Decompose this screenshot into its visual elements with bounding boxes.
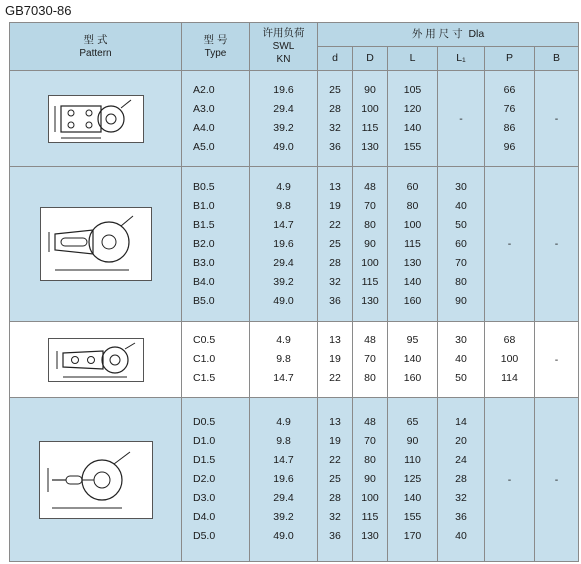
group-b-P-cell: - (485, 167, 535, 322)
group-a-d-cell (318, 71, 353, 167)
cell-d: 25 (329, 83, 341, 96)
cell-swl: 4.9 (276, 416, 291, 428)
group-c-d-cell (318, 322, 353, 398)
cell-L: 155 (403, 140, 422, 153)
cell-L1: 70 (455, 256, 467, 269)
cell-swl: 9.8 (276, 435, 291, 447)
cell-d: 28 (329, 102, 341, 115)
cell-d: 32 (329, 511, 341, 523)
cell-L1: 28 (455, 473, 467, 485)
cell-L: 125 (403, 473, 422, 485)
cell-L: 105 (403, 83, 422, 96)
cell-P: 86 (503, 121, 516, 134)
group-d-L-cell (388, 398, 438, 562)
cell-D: 115 (361, 275, 379, 288)
cell-type: D1.0 (193, 435, 216, 447)
header-dims (318, 23, 579, 47)
cell-D: 90 (364, 83, 376, 96)
cell-D: 115 (361, 511, 379, 523)
group-d-L1-cell (438, 398, 485, 562)
group-b-L-cell (388, 167, 438, 322)
cell-L: 140 (403, 353, 422, 365)
cell-L: 170 (403, 530, 422, 542)
header-type-en: Type (204, 47, 227, 59)
cell-type: C0.5 (193, 334, 216, 346)
group-a-P-cell (485, 71, 535, 167)
group-c-type-cell (182, 322, 250, 398)
cell-D: 70 (364, 199, 376, 212)
cell-L1: 40 (455, 530, 467, 542)
group-c (10, 322, 579, 398)
cell-swl: 9.8 (276, 199, 291, 212)
group-c-D-cell (353, 322, 388, 398)
group-d-D-cell (353, 398, 388, 562)
cell-d: 36 (329, 294, 341, 307)
cell-L1: 32 (455, 492, 467, 504)
cell-swl: 39.2 (273, 511, 294, 523)
cell-swl: 19.6 (273, 83, 294, 96)
cell-swl: 39.2 (273, 275, 294, 288)
group-c-swl-cell (250, 322, 318, 398)
cell-type: B1.0 (193, 199, 215, 212)
cell-type: D2.0 (193, 473, 216, 485)
group-b-L1-cell (438, 167, 485, 322)
cell-type: B1.5 (193, 218, 215, 231)
cell-L1: 24 (455, 454, 467, 466)
cell-L: 140 (403, 492, 422, 504)
group-b-D-cell (353, 167, 388, 322)
cell-type: D3.0 (193, 492, 216, 504)
cell-L: 110 (404, 454, 421, 466)
cell-swl: 9.8 (276, 353, 291, 365)
group-d-d-cell (318, 398, 353, 562)
cell-L1: 80 (455, 275, 467, 288)
group-a-B-cell: - (535, 71, 579, 167)
cell-P: 100 (500, 353, 519, 365)
cell-type: D1.5 (193, 454, 216, 466)
header-swl-unit: KN (276, 54, 291, 65)
group-b-d-cell (318, 167, 353, 322)
cell-D: 115 (361, 121, 379, 134)
cell-P: 68 (503, 334, 516, 346)
table-header (10, 23, 579, 71)
cell-type: A5.0 (193, 140, 215, 153)
cell-type: D4.0 (193, 511, 216, 523)
cell-L: 95 (406, 334, 419, 346)
header-dims-unit: Dla (468, 28, 485, 40)
cell-P: 114 (501, 372, 518, 384)
cell-d: 22 (329, 454, 341, 466)
header-col-L: L (388, 47, 438, 71)
cell-swl: 4.9 (276, 180, 291, 193)
plate-shackle-four-hole-drawing-icon (48, 95, 144, 143)
cell-d: 22 (329, 372, 341, 384)
cell-D: 100 (361, 492, 379, 504)
cell-d: 36 (329, 530, 341, 542)
group-d (10, 398, 579, 562)
group-c-P-cell (485, 322, 535, 398)
cell-d: 25 (329, 473, 341, 485)
ring-link-drawing-icon (39, 441, 153, 519)
cell-L1: 40 (455, 199, 467, 212)
header-pattern (10, 23, 182, 71)
spec-table (9, 22, 579, 562)
group-b-swl-cell (250, 167, 318, 322)
cell-L: 80 (406, 199, 419, 212)
cell-d: 22 (329, 218, 341, 231)
cell-P: 66 (503, 83, 516, 96)
cell-L: 65 (406, 416, 419, 428)
cell-D: 80 (364, 372, 376, 384)
group-d-B-cell: - (535, 398, 579, 562)
group-d-figure (10, 398, 182, 562)
cell-swl: 29.4 (273, 492, 294, 504)
header-col-L1: L₁ (438, 47, 485, 71)
group-b-type-cell (182, 167, 250, 322)
cell-swl: 49.0 (273, 140, 294, 153)
cell-type: A4.0 (193, 121, 215, 134)
group-c-L-cell (388, 322, 438, 398)
cell-d: 36 (329, 140, 341, 153)
cell-d: 32 (329, 121, 341, 134)
cell-swl: 19.6 (273, 237, 294, 250)
cell-L1: 30 (455, 180, 467, 193)
header-col-B: B (535, 47, 579, 71)
double-hole-plate-drawing-icon (48, 338, 144, 382)
cell-L1: 20 (455, 435, 467, 447)
cell-type: B4.0 (193, 275, 215, 288)
group-a-swl-cell (250, 71, 318, 167)
cell-D: 100 (361, 102, 379, 115)
cell-type: A3.0 (193, 102, 215, 115)
group-c-figure (10, 322, 182, 398)
cell-D: 48 (364, 416, 376, 428)
cell-L: 120 (403, 102, 422, 115)
group-b-figure (10, 167, 182, 322)
cell-d: 13 (329, 180, 341, 193)
cell-D: 130 (361, 530, 379, 542)
cell-type: A2.0 (193, 83, 215, 96)
group-d-swl-cell (250, 398, 318, 562)
cell-L: 130 (403, 256, 422, 269)
cell-swl: 19.6 (273, 473, 294, 485)
cell-swl: 14.7 (273, 454, 294, 466)
cell-L: 160 (403, 294, 422, 307)
cell-type: B2.0 (193, 237, 215, 250)
cell-L: 140 (403, 275, 422, 288)
group-b-B-cell: - (535, 167, 579, 322)
cell-D: 90 (364, 473, 376, 485)
cell-L: 100 (403, 218, 422, 231)
cell-L1: 50 (455, 218, 467, 231)
cell-D: 80 (364, 454, 376, 466)
cell-P: 76 (503, 102, 516, 115)
header-col-P: P (485, 47, 535, 71)
cell-d: 25 (329, 237, 341, 250)
header-col-d: d (318, 47, 353, 71)
cell-L1: 14 (455, 416, 467, 428)
header-swl (250, 23, 318, 71)
cell-L: 60 (406, 180, 419, 193)
cell-L: 155 (403, 511, 422, 523)
cell-d: 19 (329, 199, 341, 212)
cell-L1: 36 (455, 511, 467, 523)
cell-D: 70 (364, 435, 376, 447)
cell-type: B3.0 (193, 256, 215, 269)
group-a-type-cell (182, 71, 250, 167)
cell-type: B0.5 (193, 180, 215, 193)
cell-D: 70 (364, 353, 376, 365)
cell-swl: 4.9 (276, 334, 291, 346)
cell-type: B5.0 (193, 294, 215, 307)
cell-type: D0.5 (193, 416, 216, 428)
header-swl-en: SWL (272, 41, 295, 52)
cell-d: 13 (329, 334, 341, 346)
group-a-L-cell (388, 71, 438, 167)
document-title: GB7030-86 (5, 3, 72, 18)
group-b (10, 167, 579, 322)
slotted-plate-drawing-icon (40, 207, 152, 281)
cell-L: 140 (403, 121, 422, 134)
header-type (182, 23, 250, 71)
group-d-type-cell (182, 398, 250, 562)
cell-type: C1.0 (193, 353, 216, 365)
header-pattern-cn: 型 式 (83, 33, 108, 46)
group-a-D-cell (353, 71, 388, 167)
group-a (10, 71, 579, 167)
cell-swl: 29.4 (273, 102, 294, 115)
cell-d: 32 (329, 275, 341, 288)
header-pattern-en: Pattern (79, 47, 112, 59)
cell-D: 90 (364, 237, 376, 250)
cell-swl: 14.7 (273, 218, 294, 231)
header-swl-cn: 许用负荷 (262, 27, 305, 39)
group-c-B-cell: - (535, 322, 579, 398)
group-a-figure (10, 71, 182, 167)
header-dims-cn: 外 用 尺 寸 (411, 28, 463, 40)
cell-d: 28 (329, 256, 341, 269)
cell-D: 80 (364, 218, 376, 231)
cell-D: 100 (361, 256, 379, 269)
cell-d: 13 (329, 416, 341, 428)
group-d-P-cell: - (485, 398, 535, 562)
cell-L1: 40 (455, 353, 467, 365)
cell-L: 90 (406, 435, 419, 447)
cell-P: 96 (503, 140, 516, 153)
cell-swl: 14.7 (273, 372, 294, 384)
cell-D: 130 (361, 140, 379, 153)
group-a-L1-cell: - (438, 71, 485, 167)
cell-swl: 29.4 (273, 256, 294, 269)
cell-L1: 30 (455, 334, 467, 346)
cell-D: 48 (364, 334, 376, 346)
cell-L1: 90 (455, 294, 467, 307)
cell-d: 19 (329, 435, 341, 447)
header-col-D: D (353, 47, 388, 71)
cell-swl: 49.0 (273, 530, 294, 542)
cell-d: 19 (329, 353, 341, 365)
cell-swl: 49.0 (273, 294, 294, 307)
cell-type: D5.0 (193, 530, 216, 542)
cell-L1: 60 (455, 237, 467, 250)
group-c-L1-cell (438, 322, 485, 398)
cell-L: 115 (404, 237, 421, 250)
cell-d: 28 (329, 492, 341, 504)
cell-swl: 39.2 (273, 121, 294, 134)
cell-D: 130 (361, 294, 379, 307)
cell-L1: 50 (455, 372, 467, 384)
cell-L: 160 (403, 372, 422, 384)
cell-type: C1.5 (193, 372, 216, 384)
cell-D: 48 (364, 180, 376, 193)
header-type-cn: 型 号 (203, 33, 228, 46)
